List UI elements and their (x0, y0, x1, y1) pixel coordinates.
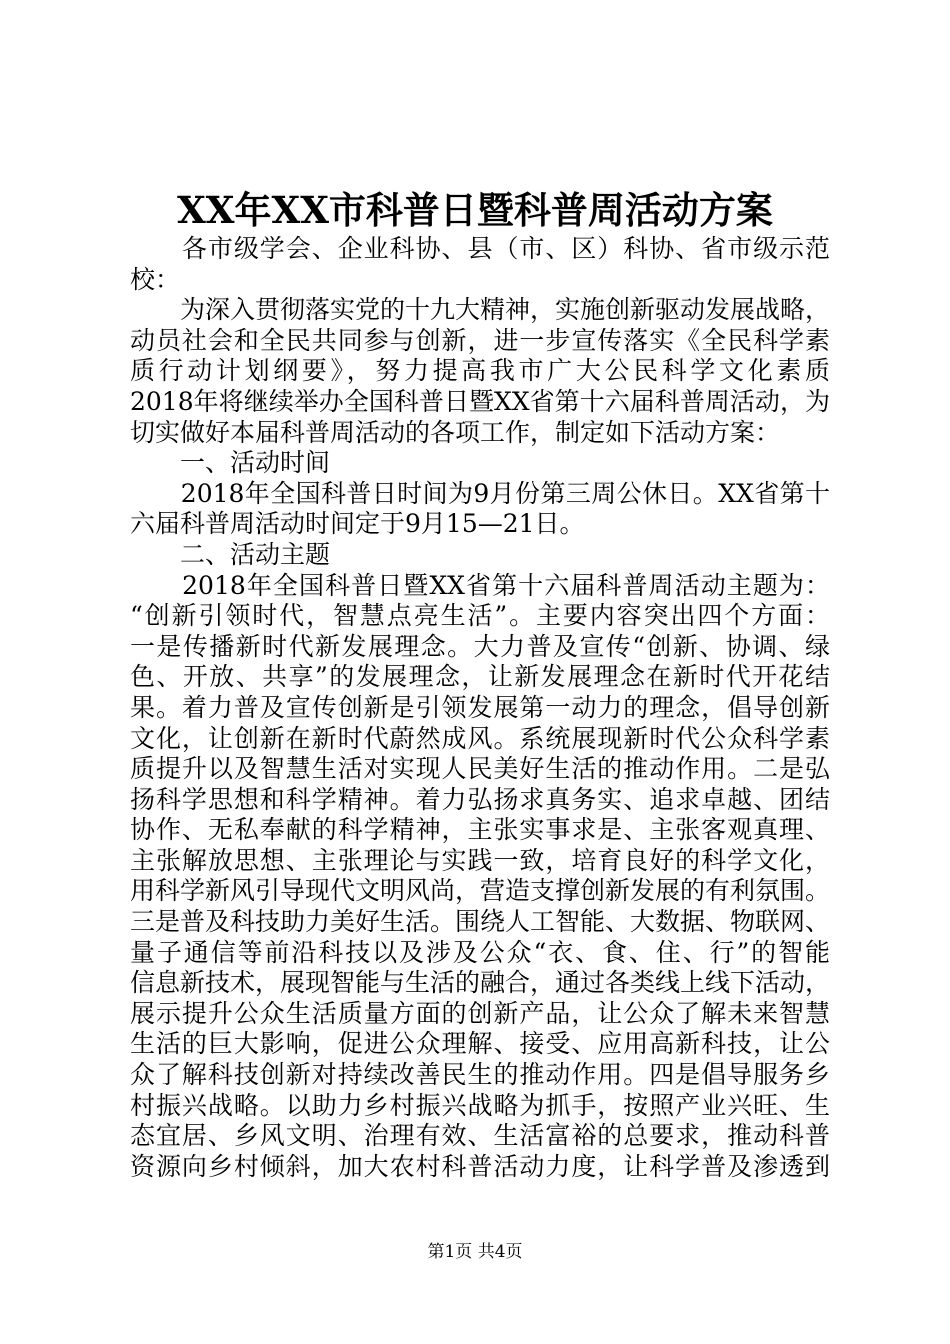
body-text-line: 质行动计划纲要》，努力提高我市广大公民科学文化素质 (130, 356, 830, 386)
body-text-line: 果。着力普及宣传创新是引领发展第一动力的理念，倡导创新 (130, 692, 830, 722)
body-text-line: 2018年将继续举办全国科普日暨XX省第十六届科普周活动，为 (130, 386, 830, 416)
body-text-line: 质提升以及智慧生活对实现人民美好生活的推动作用。二是弘 (130, 754, 830, 784)
body-text-line: 量子通信等前沿科技以及涉及公众“衣、食、住、行”的智能 (130, 937, 830, 967)
body-text-line: 色、开放、共享”的发展理念，让新发展理念在新时代开花结 (130, 662, 830, 692)
document-body (130, 234, 830, 1182)
body-text-line: 一是传播新时代新发展理念。大力普及宣传“创新、协调、绿 (130, 631, 830, 661)
body-text-line: 校： (130, 264, 181, 294)
document-title: XX年XX市科普日暨科普周活动方案 (177, 188, 773, 232)
page-footer: 第1页 共4页 (427, 1242, 523, 1262)
body-text-line: 信息新技术，展现智能与生活的融合，通过各类线上线下活动， (130, 968, 831, 998)
body-text-line: 切实做好本届科普周活动的各项工作，制定如下活动方案： (130, 417, 781, 447)
body-text-line: 三是普及科技助力美好生活。围绕人工智能、大数据、物联网、 (130, 907, 831, 937)
body-text-line: 用科学新风引导现代文明风尚，营造支撑创新发展的有利氛围。 (130, 876, 831, 906)
body-text-line: 六届科普周活动时间定于9月15—21日。 (130, 509, 585, 539)
body-text-line: 为深入贯彻落实党的十九大精神，实施创新驱动发展战略， (130, 295, 831, 325)
body-text-line: 主张解放思想、主张理论与实践一致，培育良好的科学文化， (130, 845, 830, 875)
body-text-line: 展示提升公众生活质量方面的创新产品，让公众了解未来智慧 (130, 998, 830, 1028)
body-text-line: 文化，让创新在新时代蔚然成风。系统展现新时代公众科学素 (130, 723, 830, 753)
body-text-line: 2018年全国科普日时间为9月份第三周公休日。XX省第十 (130, 478, 830, 508)
body-text-line: 一、活动时间 (130, 448, 331, 478)
body-text-line: 态宜居、乡风文明、治理有效、生活富裕的总要求，推动科普 (130, 1121, 830, 1151)
body-text-line: 2018年全国科普日暨XX省第十六届科普周活动主题为： (130, 570, 830, 600)
body-text-line: 二、活动主题 (130, 539, 331, 569)
body-text-line: 协作、无私奉献的科学精神，主张实事求是、主张客观真理、 (130, 815, 830, 845)
body-text-line: “创新引领时代，智慧点亮生活”。主要内容突出四个方面： (130, 601, 830, 631)
body-text-line: 生活的巨大影响，促进公众理解、接受、应用高新科技，让公 (130, 1029, 830, 1059)
body-text-line: 众了解科技创新对持续改善民生的推动作用。四是倡导服务乡 (130, 1060, 830, 1090)
body-text-line: 资源向乡村倾斜，加大农村科普活动力度，让科学普及渗透到 (130, 1151, 830, 1181)
body-text-line: 村振兴战略。以助力乡村振兴战略为抓手，按照产业兴旺、生 (130, 1090, 830, 1120)
body-text-line: 扬科学思想和科学精神。着力弘扬求真务实、追求卓越、团结 (130, 784, 830, 814)
body-text-line: 动员社会和全民共同参与创新，进一步宣传落实《全民科学素 (130, 325, 830, 355)
body-text-line: 各市级学会、企业科协、县（市、区）科协、省市级示范 (130, 234, 830, 263)
